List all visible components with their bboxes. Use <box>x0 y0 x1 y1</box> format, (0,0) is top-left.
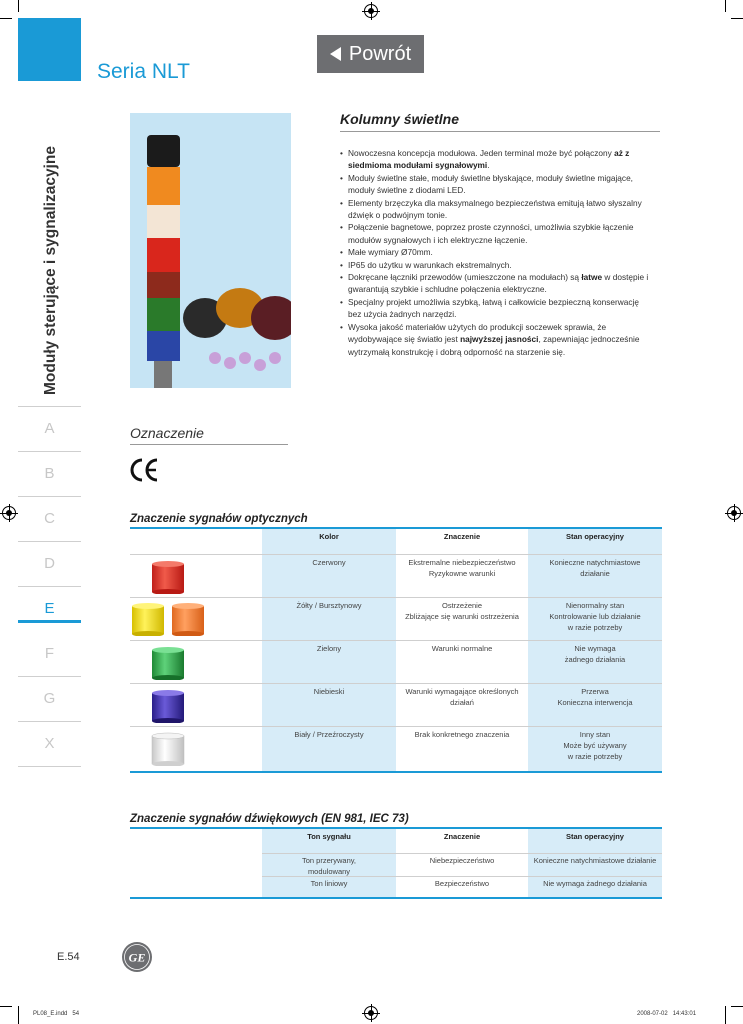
list-item: • Moduły świetlne stałe, moduły świetlne błyskające, moduły świetlne migające, moduły świetlne z diodami LED. <box>340 172 652 197</box>
color-swatch-yellow <box>130 602 166 641</box>
table-cell: Ekstremalne niebezpieczeństwo Ryzykowne warunki <box>408 558 516 578</box>
registration-mark-icon <box>364 4 378 18</box>
table-header-cell: Kolor <box>319 532 339 541</box>
table-cell: Brak konkretnego znaczenia <box>414 730 510 739</box>
back-button[interactable] <box>317 35 424 73</box>
table-cell: Nie wymaga żadnego działania <box>543 879 647 888</box>
list-item: • Nowoczesna koncepcja modułowa. Jeden terminal może być połączony aż z siedmioma modułami sygnałowymi. <box>340 147 652 172</box>
table-title: Znaczenie sygnałów dźwiękowych (EN 981, IEC 73) <box>130 813 409 825</box>
table-title: Znaczenie sygnałów optycznych <box>130 513 308 525</box>
table-row-separator <box>130 597 662 598</box>
ge-logo-icon <box>121 941 153 978</box>
table-header-cell: Stan operacyjny <box>566 832 624 841</box>
sidebar-item-d[interactable]: D <box>44 555 55 572</box>
table-cell: Inny stan Może być używany w razie potrzeby <box>563 730 627 761</box>
table-cell: Warunki normalne <box>431 644 493 653</box>
divider <box>340 131 660 132</box>
sidebar-item-c[interactable]: C <box>44 510 55 527</box>
table-cell: Nienormalny stan Kontrolowanie lub działanie w razie potrzeby <box>549 601 641 632</box>
crop-mark <box>0 1006 12 1007</box>
sidebar-divider <box>18 406 81 407</box>
table-cell: Warunki wymagające określonych działań <box>405 687 519 707</box>
list-item: • Dokręcane łączniki przewodów (umieszczone na modułach) są łatwe w dostępie i gwarantują szybkie i schludne połączenia elektryczne. <box>340 271 652 296</box>
print-date-info: 2008-07-02 14:43:01 <box>637 1011 697 1017</box>
crop-mark <box>18 0 19 12</box>
sidebar-item-b[interactable]: B <box>44 465 55 482</box>
table-cell: Żółty / Bursztynowy <box>296 601 362 610</box>
brand-corner-block <box>18 18 81 81</box>
sidebar-active-indicator <box>18 620 81 623</box>
list-item: • Małe wymiary Ø70mm. <box>340 246 652 258</box>
table-header-cell: Ton sygnału <box>307 832 351 841</box>
table-cell: Czerwony <box>312 558 346 567</box>
registration-mark-icon <box>364 1006 378 1020</box>
table-cell: Bezpieczeństwo <box>434 879 490 888</box>
divider <box>130 897 662 899</box>
table-row-separator <box>130 640 662 641</box>
sidebar-item-x[interactable]: X <box>44 735 55 752</box>
color-swatch-white <box>150 732 186 771</box>
crop-mark <box>0 18 12 19</box>
signal-tower-illustration <box>130 113 291 388</box>
registration-mark-icon <box>2 506 16 520</box>
crop-mark <box>18 1006 19 1024</box>
list-item: • Elementy brzęczyka dla maksymalnego bezpieczeństwa emitują łatwo słyszalny dźwięk o podwójnym tonie. <box>340 197 652 222</box>
crop-mark <box>731 1006 743 1007</box>
table-cell: Biały / Przeźroczysty <box>294 730 364 739</box>
table-row-separator <box>130 683 662 684</box>
arrow-left-icon <box>330 47 341 61</box>
crop-mark <box>731 18 743 19</box>
sidebar-divider <box>18 766 81 767</box>
sidebar-divider <box>18 496 81 497</box>
table-header-cell: Znaczenie <box>443 832 481 841</box>
table-cell: Ton liniowy <box>310 879 348 888</box>
table-header-cell: Stan operacyjny <box>566 532 624 541</box>
color-swatch-blue <box>150 689 186 728</box>
section-title: Oznaczenie <box>130 425 204 441</box>
sidebar-item-e[interactable]: E <box>44 600 55 617</box>
divider <box>130 444 288 445</box>
sidebar-divider <box>18 721 81 722</box>
table-cell: Konieczne natychmiastowe działanie <box>533 856 657 865</box>
page-number: E.54 <box>57 951 80 963</box>
list-item: • IP65 do użytku w warunkach ekstremalnych. <box>340 259 652 271</box>
sidebar-vertical-title: Moduły sterujące i sygnalizacyjne <box>42 146 59 395</box>
table-cell: Niebezpieczeństwo <box>429 856 495 865</box>
divider <box>130 771 662 773</box>
list-item: • Wysoka jakość materiałów użytych do produkcji soczewek sprawia, że wydobywające się światło jest najwyższej jasności, zapewniając jednocześnie wytrzymałą konstrukcję i dobrą odporność na starzenie się. <box>340 321 652 358</box>
table-cell: Przerwa Konieczna interwencja <box>557 687 633 707</box>
product-photo <box>130 113 291 388</box>
page-title: Seria NLT <box>97 60 190 83</box>
table-cell: Niebieski <box>313 687 345 696</box>
crop-mark <box>725 0 726 12</box>
crop-mark <box>725 1006 726 1024</box>
color-swatch-green <box>150 646 186 685</box>
table-cell: Konieczne natychmiastowe działanie <box>549 558 641 578</box>
ce-mark-icon <box>130 458 160 487</box>
back-button-label: Powrót <box>348 42 412 65</box>
list-item: • Specjalny projekt umożliwia szybką, łatwą i całkowicie bezpieczną konserwację bez użycia żadnych narzędzi. <box>340 296 652 321</box>
section-title: Kolumny świetlne <box>340 111 460 127</box>
table-row-separator <box>130 726 662 727</box>
color-swatch-amber <box>170 602 206 641</box>
sidebar-divider <box>18 541 81 542</box>
sidebar-divider <box>18 586 81 587</box>
sidebar-item-a[interactable]: A <box>44 420 55 437</box>
table-cell: Ostrzeżenie Zbliżające się warunki ostrzeżenia <box>405 601 519 621</box>
table-row-separator <box>130 554 662 555</box>
sidebar-item-g[interactable]: G <box>43 690 56 707</box>
sidebar-item-f[interactable]: F <box>44 645 55 662</box>
print-file-info: PL08_E.indd 54 <box>33 1011 80 1017</box>
table-row-separator <box>262 853 662 854</box>
table-cell: Zielony <box>316 644 342 653</box>
sidebar-divider <box>18 676 81 677</box>
color-swatch-red <box>150 560 186 599</box>
table-cell: Nie wymaga żadnego działania <box>564 644 626 664</box>
svg-text:GE: GE <box>128 950 146 965</box>
table-cell: Ton przerywany, modulowany <box>301 856 357 876</box>
sidebar-divider <box>18 451 81 452</box>
list-item: • Połączenie bagnetowe, poprzez proste czynności, umożliwia szybkie łączenie modułów sygnałowych i ich elektryczne łączenie. <box>340 221 652 246</box>
feature-list <box>340 147 652 358</box>
registration-mark-icon <box>727 506 741 520</box>
table-header-cell: Znaczenie <box>443 532 481 541</box>
